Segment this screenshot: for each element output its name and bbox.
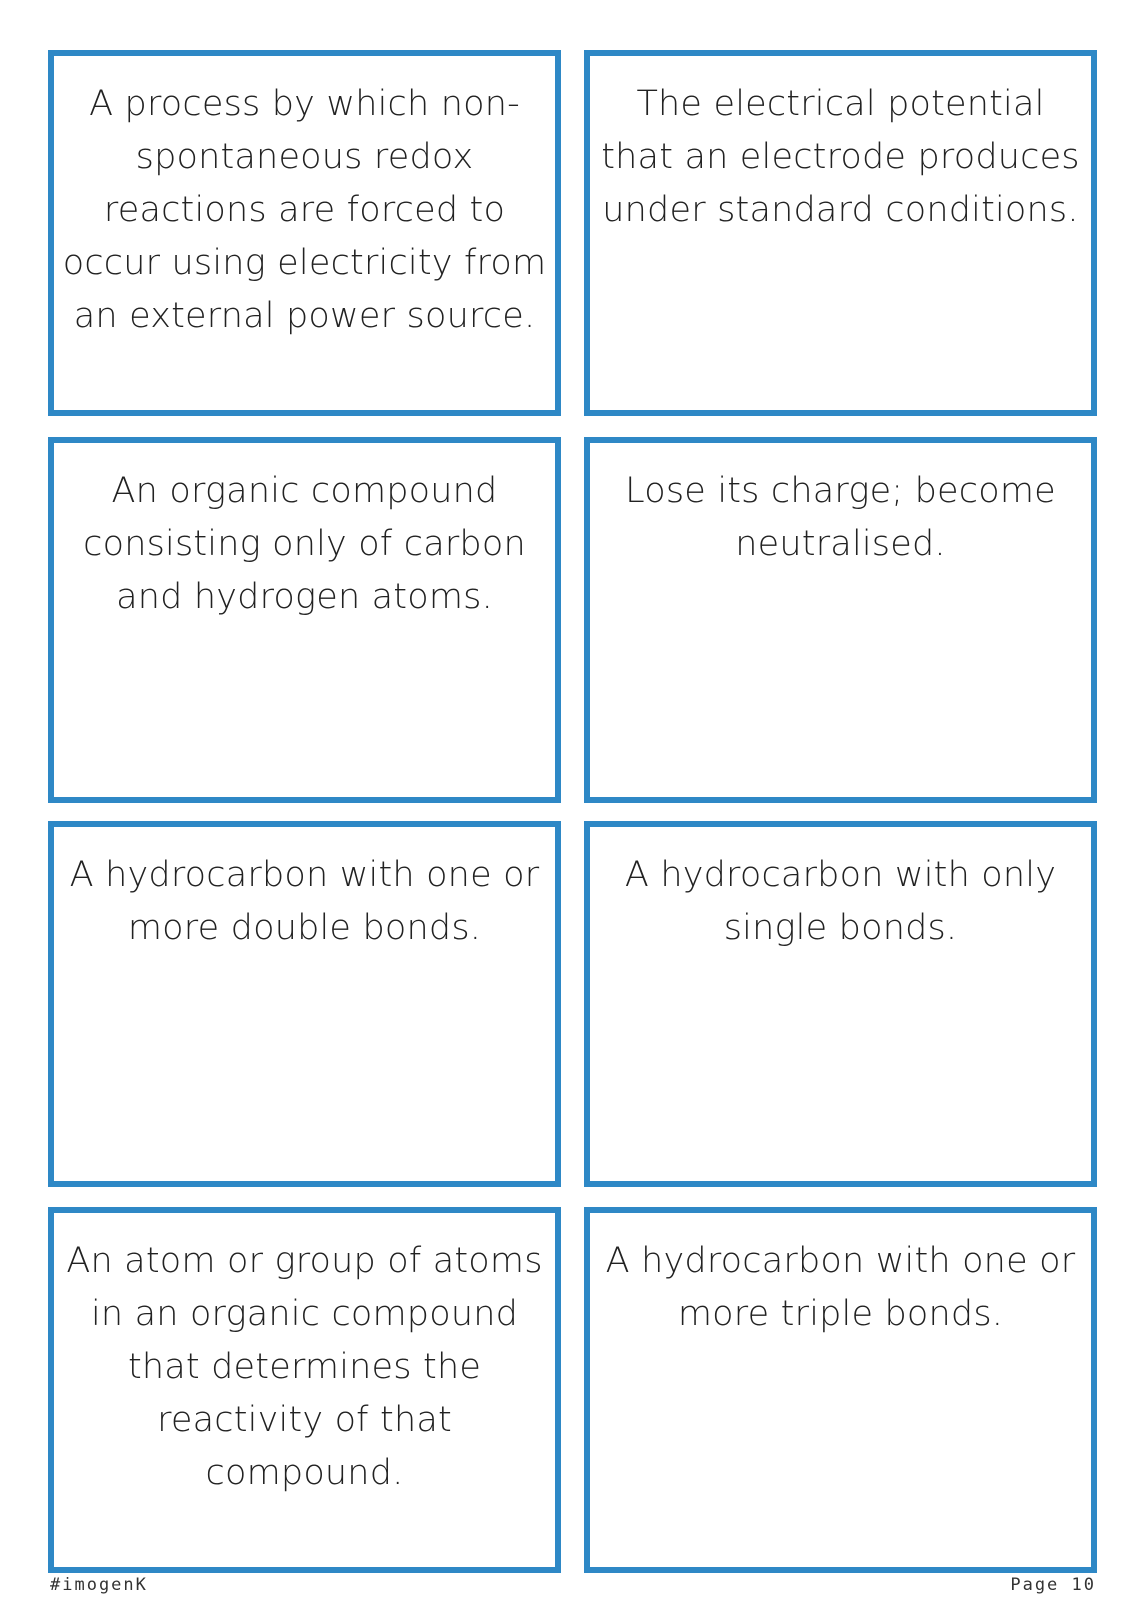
page-number: Page 10 [1010, 1575, 1096, 1595]
definition-card-2 [584, 50, 1097, 416]
definition-card-6 [584, 821, 1097, 1187]
card-definition-text: The electrical potential that an electrode produces under standard conditions. [601, 84, 1080, 230]
definition-card-5 [48, 821, 561, 1187]
card-definition-text: An organic compound consisting only of carbon and hydrogen atoms. [83, 471, 526, 617]
card-definition-text: A hydrocarbon with only single bonds. [624, 855, 1057, 948]
card-definition-text: A hydrocarbon with one or more triple bonds. [605, 1241, 1076, 1334]
card-definition-text: An atom or group of atoms in an organic compound that determines the reactivity of that compound. [66, 1241, 543, 1493]
card-definition-text: A process by which non-spontaneous redox reactions are forced to occur using electricity from an external power source. [62, 84, 547, 336]
definition-card-1 [48, 50, 561, 416]
definition-card-4 [584, 437, 1097, 803]
definition-card-3 [48, 437, 561, 803]
author-tag: #imogenK [50, 1575, 148, 1595]
card-definition-text: Lose its charge; become neutralised. [625, 471, 1056, 564]
definition-card-7 [48, 1207, 561, 1573]
card-definition-text: A hydrocarbon with one or more double bonds. [69, 855, 540, 948]
definition-card-8 [584, 1207, 1097, 1573]
